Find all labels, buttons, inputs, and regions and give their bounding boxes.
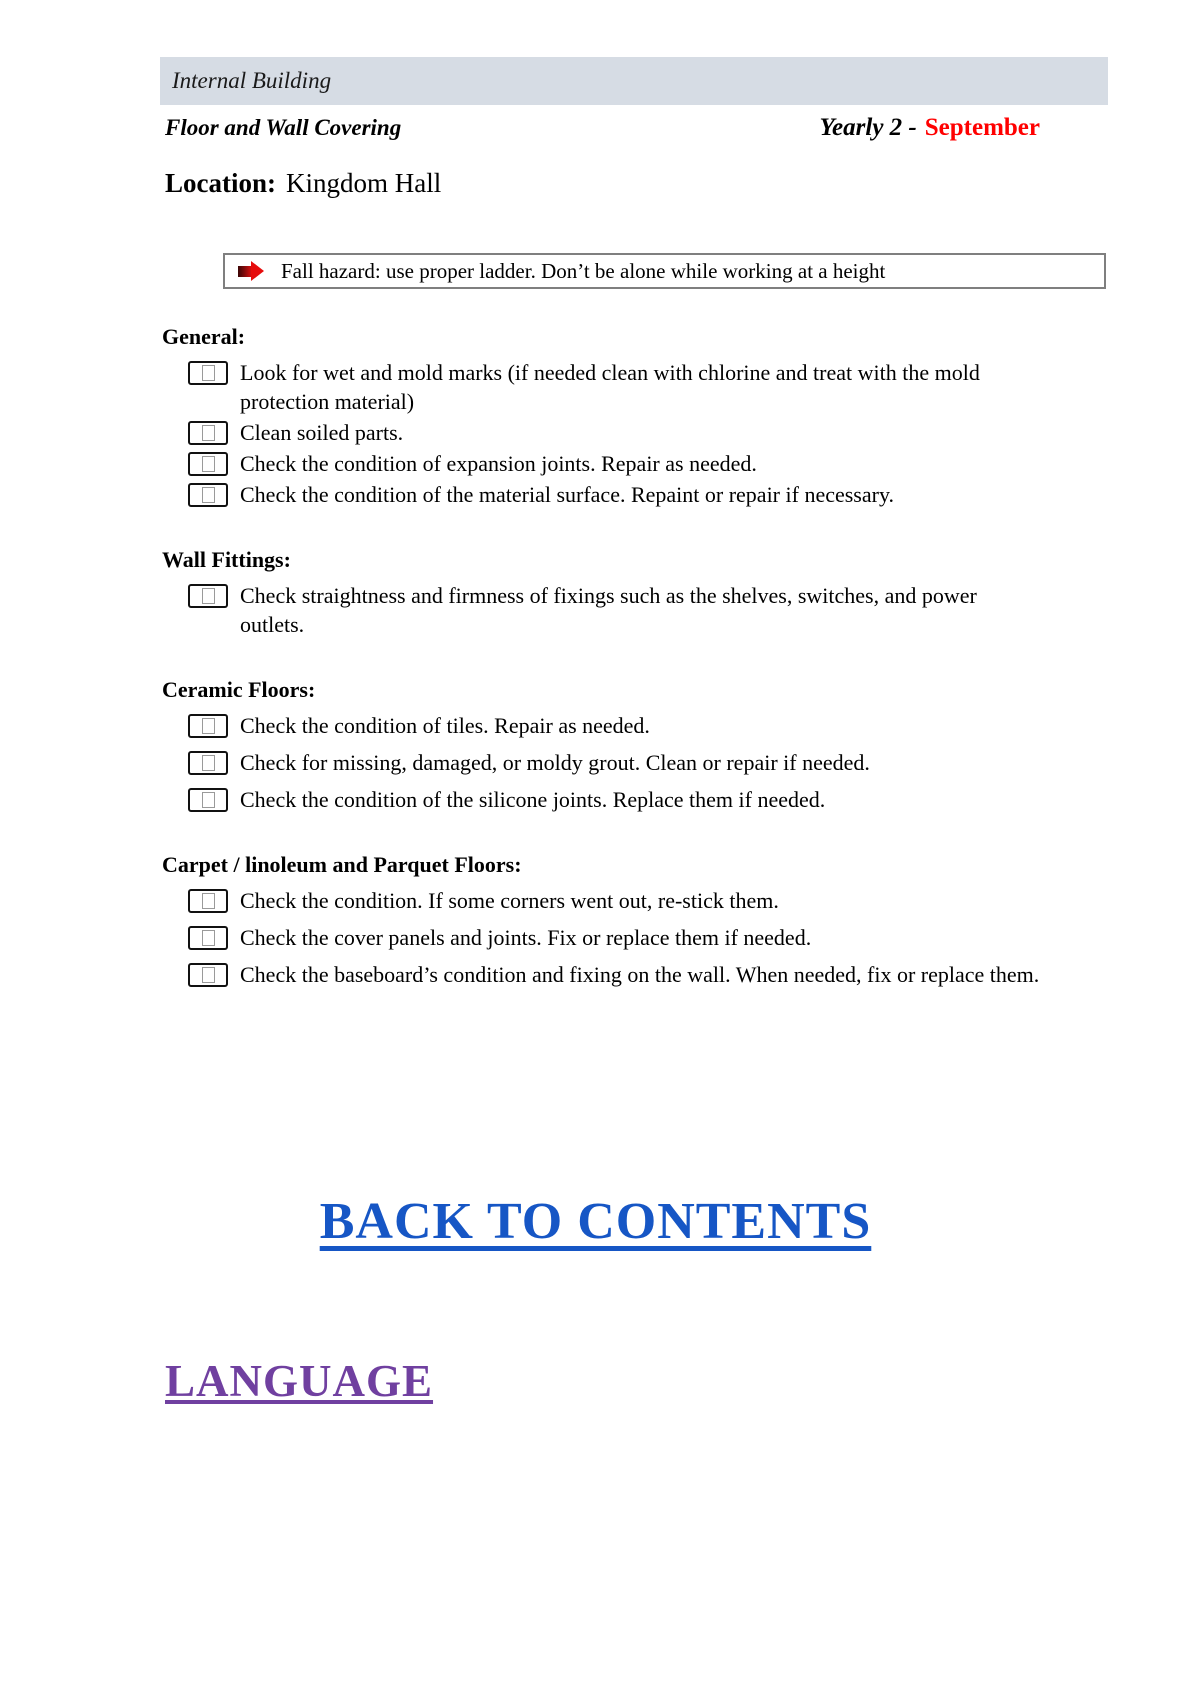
- empty-checkbox-glyph: [202, 792, 215, 808]
- location-value: Kingdom Hall: [286, 168, 442, 198]
- location-row: [165, 168, 441, 199]
- checklist-item-label: Check for missing, damaged, or moldy grout. Clean or repair if needed.: [240, 750, 870, 775]
- empty-checkbox-glyph: [202, 365, 215, 381]
- checklist-item-label: Check the baseboard’s condition and fixing on the wall. When needed, fix or replace them.: [240, 962, 1040, 987]
- hazard-warning-text: Fall hazard: use proper ladder. Don’t be alone while working at a height: [281, 258, 886, 283]
- checklist-item: [162, 748, 1062, 777]
- checklist-item-label: Check the condition. If some corners went out, re-stick them.: [240, 888, 779, 913]
- schedule-label: [820, 114, 1040, 142]
- checkbox[interactable]: [188, 714, 228, 738]
- red-arrow-icon: [238, 261, 264, 281]
- checklist-section: [162, 322, 1062, 509]
- checklist-item-label: Clean soiled parts.: [240, 420, 404, 445]
- checklist-item: [162, 449, 1062, 478]
- checklist-item: [162, 358, 1062, 416]
- schedule-month: September: [924, 114, 1040, 141]
- section-heading: Carpet / linoleum and Parquet Floors:: [162, 852, 522, 877]
- empty-checkbox-glyph: [202, 718, 215, 734]
- red-arrow-tail: [238, 266, 251, 277]
- checklist-item: [162, 418, 1062, 447]
- section-heading: Wall Fittings:: [162, 547, 291, 572]
- checklist-item: [162, 923, 1062, 952]
- checklist-item-label: Check the condition of tiles. Repair as needed.: [240, 713, 650, 738]
- checklist-section: [162, 675, 1062, 814]
- checklist-section: [162, 850, 1062, 989]
- language-link[interactable]: LANGUAGE: [165, 1356, 434, 1406]
- location-label: Location:: [165, 168, 276, 198]
- checkbox[interactable]: [188, 452, 228, 476]
- empty-checkbox-glyph: [202, 967, 215, 983]
- checklist-item-label: Check the cover panels and joints. Fix or replace them if needed.: [240, 925, 812, 950]
- category-header-bar: [160, 57, 1108, 105]
- checklist-item-label: Check the condition of the silicone joints. Replace them if needed.: [240, 787, 826, 812]
- checkbox[interactable]: [188, 926, 228, 950]
- checklist: [162, 322, 1062, 1025]
- checkbox[interactable]: [188, 751, 228, 775]
- empty-checkbox-glyph: [202, 755, 215, 771]
- checklist-item: [162, 711, 1062, 740]
- back-to-contents-link[interactable]: BACK TO CONTENTS: [319, 1193, 872, 1250]
- empty-checkbox-glyph: [202, 487, 215, 503]
- checkbox[interactable]: [188, 963, 228, 987]
- section-heading: General:: [162, 324, 246, 349]
- checklist-item-label: Look for wet and mold marks (if needed clean with chlorine and treat with the mold protection material): [240, 360, 980, 414]
- checkbox[interactable]: [188, 361, 228, 385]
- checklist-item: [162, 886, 1062, 915]
- empty-checkbox-glyph: [202, 425, 215, 441]
- section-heading: Ceramic Floors:: [162, 677, 316, 702]
- checkbox[interactable]: [188, 889, 228, 913]
- empty-checkbox-glyph: [202, 588, 215, 604]
- empty-checkbox-glyph: [202, 893, 215, 909]
- checklist-item-label: Check the condition of expansion joints. Repair as needed.: [240, 451, 757, 476]
- schedule-frequency: Yearly 2 -: [819, 114, 917, 141]
- checkbox[interactable]: [188, 483, 228, 507]
- empty-checkbox-glyph: [202, 930, 215, 946]
- checkbox[interactable]: [188, 584, 228, 608]
- checkbox[interactable]: [188, 421, 228, 445]
- checklist-item-label: Check the condition of the material surface. Repaint or repair if necessary.: [240, 482, 895, 507]
- checklist-item: [162, 785, 1062, 814]
- checklist-item: [162, 480, 1062, 509]
- hazard-warning-box: [223, 253, 1106, 289]
- checklist-item: [162, 581, 1062, 639]
- document-title: Floor and Wall Covering: [165, 115, 402, 140]
- category-title: Internal Building: [172, 68, 332, 93]
- title-row: [165, 114, 1040, 142]
- checklist-item-label: Check straightness and firmness of fixings such as the shelves, switches, and power outlets.: [240, 583, 977, 637]
- checklist-item: [162, 960, 1062, 989]
- red-arrow-head: [251, 261, 264, 281]
- language-row: [165, 1355, 433, 1407]
- checklist-section: [162, 545, 1062, 639]
- empty-checkbox-glyph: [202, 456, 215, 472]
- back-to-contents-row: [0, 1192, 1191, 1251]
- checkbox[interactable]: [188, 788, 228, 812]
